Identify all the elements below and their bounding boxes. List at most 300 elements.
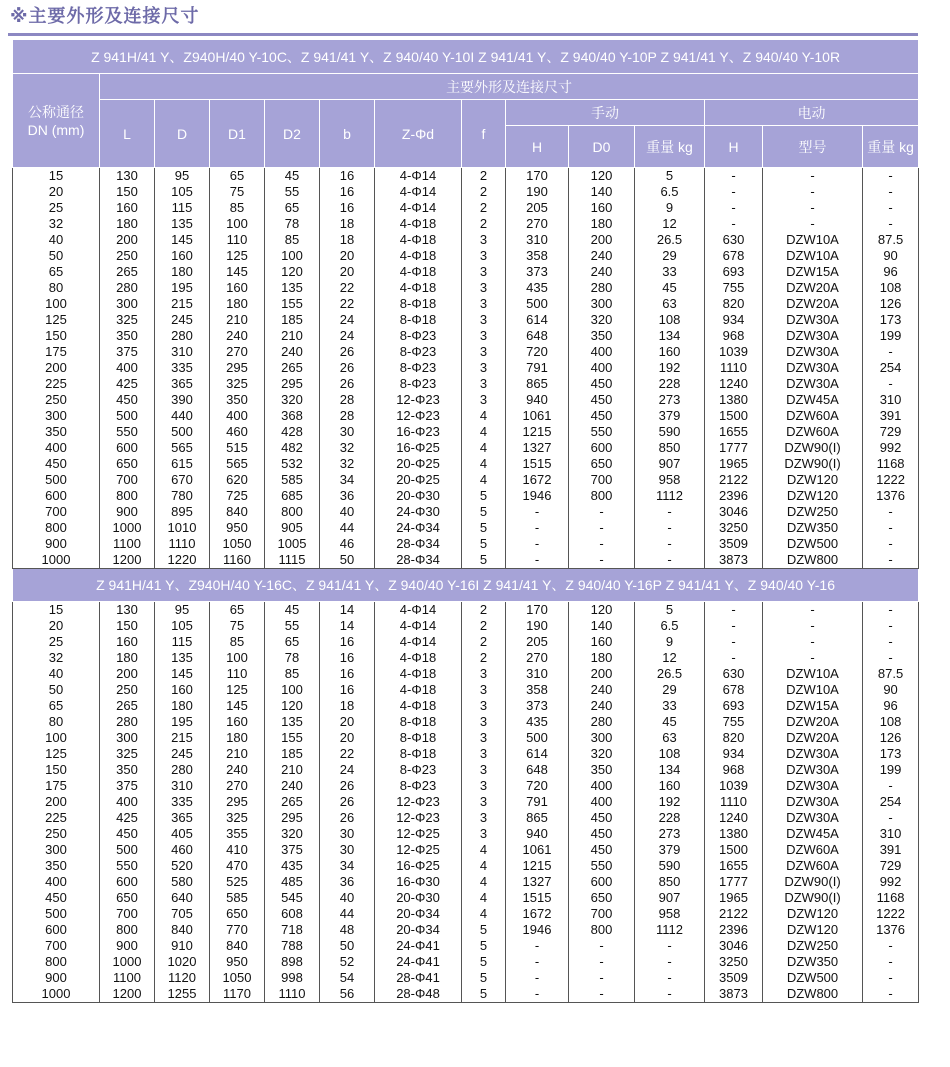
- table-cell: 648: [506, 328, 569, 344]
- table-cell: 134: [635, 328, 705, 344]
- table-cell: 379: [635, 408, 705, 424]
- table-row: [13, 184, 919, 200]
- table-cell: 5: [635, 602, 705, 619]
- table-cell: 545: [265, 890, 320, 906]
- table-cell: 87.5: [863, 666, 919, 682]
- table-row: [13, 650, 919, 666]
- table-cell: 800: [100, 488, 155, 504]
- table-cell: 100: [13, 730, 100, 746]
- table-cell: 160: [210, 280, 265, 296]
- table-cell: 1005: [265, 536, 320, 552]
- electric-header: 电动: [705, 100, 919, 126]
- table-cell: 20: [320, 730, 375, 746]
- table-cell: 440: [155, 408, 210, 424]
- table-cell: 1220: [155, 552, 210, 569]
- table-cell: DZW30A: [763, 794, 863, 810]
- col-electric-H: H: [705, 126, 763, 168]
- table-cell: -: [763, 200, 863, 216]
- table-cell: 2: [462, 200, 506, 216]
- table-cell: 63: [635, 296, 705, 312]
- table-cell: 273: [635, 826, 705, 842]
- table-cell: 400: [569, 794, 635, 810]
- dn-header-line1: 公称通径: [28, 103, 84, 120]
- table-row: [13, 794, 919, 810]
- table-cell: 155: [265, 730, 320, 746]
- table-cell: 192: [635, 360, 705, 376]
- table-cell: 205: [506, 200, 569, 216]
- table-cell: 5: [462, 520, 506, 536]
- table-cell: 28: [320, 408, 375, 424]
- table-cell: 240: [265, 344, 320, 360]
- table-row: [13, 328, 919, 344]
- table-cell: 29: [635, 248, 705, 264]
- table-cell: 482: [265, 440, 320, 456]
- table-cell: 78: [265, 650, 320, 666]
- table-cell: 425: [100, 376, 155, 392]
- table-cell: 700: [569, 472, 635, 488]
- table-cell: 6.5: [635, 184, 705, 200]
- table-cell: 3: [462, 312, 506, 328]
- table-cell: 95: [155, 168, 210, 185]
- table-cell: -: [705, 200, 763, 216]
- table-row: [13, 938, 919, 954]
- table-cell: 100: [210, 650, 265, 666]
- table-cell: 110: [210, 666, 265, 682]
- table-cell: 16: [320, 682, 375, 698]
- table-cell: 532: [265, 456, 320, 472]
- table-cell: -: [863, 938, 919, 954]
- table-cell: 20: [320, 248, 375, 264]
- table-cell: 4: [462, 874, 506, 890]
- table-cell: 145: [210, 264, 265, 280]
- table-cell: 958: [635, 472, 705, 488]
- table-cell: 1672: [506, 472, 569, 488]
- table-cell: 200: [13, 360, 100, 376]
- col-zd: Z-Φd: [375, 100, 462, 168]
- table-row: [13, 168, 919, 185]
- table-cell: 1946: [506, 488, 569, 504]
- dn-header: [13, 74, 100, 168]
- table-cell: 350: [569, 762, 635, 778]
- table-cell: 205: [506, 634, 569, 650]
- table-cell: 190: [506, 618, 569, 634]
- table-cell: 65: [13, 698, 100, 714]
- table-cell: -: [506, 504, 569, 520]
- table-cell: 20: [13, 618, 100, 634]
- table-cell: DZW45A: [763, 826, 863, 842]
- table-cell: 1965: [705, 456, 763, 472]
- table-cell: 24-Φ41: [375, 938, 462, 954]
- table-cell: 135: [265, 280, 320, 296]
- table-cell: 20: [320, 714, 375, 730]
- table-row: [13, 488, 919, 504]
- table-cell: 2: [462, 216, 506, 232]
- table-cell: 1240: [705, 810, 763, 826]
- table-cell: 100: [265, 682, 320, 698]
- table-cell: 50: [320, 938, 375, 954]
- table-body-10: [13, 168, 919, 569]
- table-cell: 9: [635, 200, 705, 216]
- table-cell: 325: [210, 376, 265, 392]
- page-title: ※主要外形及连接尺寸: [10, 6, 200, 27]
- table-cell: 96: [863, 264, 919, 280]
- table-cell: 320: [265, 392, 320, 408]
- table-cell: 200: [100, 666, 155, 682]
- table-cell: 16-Φ30: [375, 874, 462, 890]
- table-cell: 700: [100, 906, 155, 922]
- table-cell: 1050: [210, 970, 265, 986]
- table-cell: 26: [320, 810, 375, 826]
- table-cell: 5: [462, 922, 506, 938]
- table-cell: 32: [320, 440, 375, 456]
- table-cell: -: [763, 634, 863, 650]
- table-cell: 4-Φ14: [375, 168, 462, 185]
- table-cell: 75: [210, 184, 265, 200]
- table-cell: 379: [635, 842, 705, 858]
- table-cell: DZW120: [763, 906, 863, 922]
- table-cell: DZW800: [763, 552, 863, 569]
- table-row: [13, 440, 919, 456]
- table-cell: -: [863, 168, 919, 185]
- table-cell: -: [569, 504, 635, 520]
- table-cell: DZW30A: [763, 328, 863, 344]
- table-cell: 350: [210, 392, 265, 408]
- table-cell: 950: [210, 954, 265, 970]
- table-cell: 3: [462, 778, 506, 794]
- table-cell: 791: [506, 794, 569, 810]
- table-cell: 1050: [210, 536, 265, 552]
- table-cell: 5: [462, 938, 506, 954]
- table-cell: 1000: [100, 954, 155, 970]
- table-cell: 180: [569, 216, 635, 232]
- table-cell: 240: [569, 682, 635, 698]
- table-cell: 270: [506, 216, 569, 232]
- table-cell: DZW120: [763, 472, 863, 488]
- table-cell: 108: [635, 746, 705, 762]
- table-row: [13, 424, 919, 440]
- table-cell: 5: [462, 552, 506, 569]
- table-cell: 4-Φ18: [375, 280, 462, 296]
- table-cell: 18: [320, 216, 375, 232]
- table-cell: 12-Φ23: [375, 408, 462, 424]
- table-cell: 4-Φ18: [375, 698, 462, 714]
- table-cell: 150: [100, 618, 155, 634]
- table-cell: DZW30A: [763, 778, 863, 794]
- table-cell: DZW250: [763, 504, 863, 520]
- table-cell: 125: [210, 682, 265, 698]
- table-body-16: [13, 602, 919, 1003]
- table-cell: 310: [506, 232, 569, 248]
- table-row: [13, 312, 919, 328]
- table-cell: 80: [13, 714, 100, 730]
- table-cell: 450: [569, 392, 635, 408]
- table-row: [13, 264, 919, 280]
- table-cell: 295: [265, 376, 320, 392]
- table-cell: 300: [13, 408, 100, 424]
- table-cell: 3250: [705, 520, 763, 536]
- table-cell: 160: [569, 200, 635, 216]
- table-cell: 40: [13, 232, 100, 248]
- table-cell: 192: [635, 794, 705, 810]
- table-cell: 280: [569, 280, 635, 296]
- table-cell: 24-Φ34: [375, 520, 462, 536]
- table-cell: DZW20A: [763, 714, 863, 730]
- table-cell: 22: [320, 280, 375, 296]
- table-cell: 725: [210, 488, 265, 504]
- table-cell: 110: [210, 232, 265, 248]
- table-cell: 3: [462, 682, 506, 698]
- table-cell: 46: [320, 536, 375, 552]
- table-cell: 1655: [705, 424, 763, 440]
- table-cell: 3: [462, 762, 506, 778]
- table-cell: 1777: [705, 440, 763, 456]
- table-cell: 210: [210, 746, 265, 762]
- table-row: [13, 986, 919, 1003]
- table-cell: 435: [506, 714, 569, 730]
- table-cell: 705: [155, 906, 210, 922]
- table-cell: 1376: [863, 922, 919, 938]
- table-cell: 199: [863, 762, 919, 778]
- table-cell: 1100: [100, 970, 155, 986]
- table-cell: DZW120: [763, 922, 863, 938]
- table-cell: 96: [863, 698, 919, 714]
- table-cell: 270: [210, 344, 265, 360]
- table-cell: DZW60A: [763, 408, 863, 424]
- table-cell: 3873: [705, 552, 763, 569]
- table-cell: 840: [210, 504, 265, 520]
- table-cell: 500: [155, 424, 210, 440]
- table-cell: -: [705, 216, 763, 232]
- table-cell: 240: [569, 248, 635, 264]
- table-cell: 1110: [265, 986, 320, 1003]
- table-cell: 650: [569, 456, 635, 472]
- table-cell: 228: [635, 810, 705, 826]
- table-cell: 400: [569, 344, 635, 360]
- table-cell: 820: [705, 296, 763, 312]
- table-cell: 1100: [100, 536, 155, 552]
- table-cell: 3: [462, 794, 506, 810]
- table-cell: 907: [635, 890, 705, 906]
- table-cell: 12: [635, 216, 705, 232]
- table-cell: 350: [100, 328, 155, 344]
- table-cell: -: [863, 954, 919, 970]
- table-cell: 3873: [705, 986, 763, 1003]
- table-cell: DZW350: [763, 954, 863, 970]
- table-cell: 693: [705, 698, 763, 714]
- table-cell: 90: [863, 682, 919, 698]
- table-cell: -: [863, 552, 919, 569]
- table-cell: 65: [265, 200, 320, 216]
- table-cell: 400: [100, 360, 155, 376]
- table-cell: 1110: [705, 794, 763, 810]
- table-cell: 435: [506, 280, 569, 296]
- table-cell: DZW90(I): [763, 890, 863, 906]
- table-cell: 780: [155, 488, 210, 504]
- table-cell: DZW500: [763, 536, 863, 552]
- table-cell: 135: [265, 714, 320, 730]
- title-underline: [8, 33, 918, 36]
- table-cell: 63: [635, 730, 705, 746]
- table-cell: DZW10A: [763, 248, 863, 264]
- table-cell: 280: [155, 762, 210, 778]
- table-cell: 26.5: [635, 232, 705, 248]
- table-cell: 200: [13, 794, 100, 810]
- table-cell: -: [863, 520, 919, 536]
- table-cell: 135: [155, 650, 210, 666]
- table-cell: 2122: [705, 472, 763, 488]
- table-cell: -: [763, 602, 863, 619]
- table-cell: 24: [320, 328, 375, 344]
- table-cell: 180: [100, 650, 155, 666]
- table-cell: 126: [863, 730, 919, 746]
- table-cell: 550: [569, 858, 635, 874]
- table-cell: 373: [506, 698, 569, 714]
- table-cell: 15: [13, 602, 100, 619]
- table-row: [13, 296, 919, 312]
- table-cell: 391: [863, 408, 919, 424]
- table-cell: 1039: [705, 778, 763, 794]
- table-cell: 335: [155, 794, 210, 810]
- table-row: [13, 890, 919, 906]
- table-cell: 1327: [506, 440, 569, 456]
- table-cell: 8-Φ23: [375, 762, 462, 778]
- manual-header: 手动: [506, 100, 705, 126]
- table-row: [13, 954, 919, 970]
- table-cell: DZW90(I): [763, 456, 863, 472]
- table-row: [13, 906, 919, 922]
- table-cell: 300: [100, 730, 155, 746]
- table-row: [13, 344, 919, 360]
- table-cell: -: [763, 216, 863, 232]
- table-cell: 140: [569, 184, 635, 200]
- table-cell: 20-Φ30: [375, 890, 462, 906]
- table-cell: 4-Φ18: [375, 264, 462, 280]
- table-cell: 16-Φ25: [375, 440, 462, 456]
- table-cell: 1039: [705, 344, 763, 360]
- table-cell: 34: [320, 472, 375, 488]
- table-cell: 400: [210, 408, 265, 424]
- table-cell: 590: [635, 858, 705, 874]
- table-cell: 3: [462, 714, 506, 730]
- table-cell: 450: [569, 376, 635, 392]
- table-cell: -: [635, 520, 705, 536]
- table-cell: 173: [863, 312, 919, 328]
- table-cell: 160: [635, 344, 705, 360]
- table-cell: 173: [863, 746, 919, 762]
- table-cell: 650: [569, 890, 635, 906]
- table-cell: 8-Φ23: [375, 344, 462, 360]
- table-cell: 160: [635, 778, 705, 794]
- table-cell: 310: [863, 392, 919, 408]
- table-cell: 45: [265, 168, 320, 185]
- table-cell: 450: [569, 826, 635, 842]
- table-cell: 4: [462, 408, 506, 424]
- table-cell: 1112: [635, 922, 705, 938]
- table-cell: 155: [265, 296, 320, 312]
- table-cell: -: [506, 552, 569, 569]
- table-cell: 240: [569, 264, 635, 280]
- table-cell: 450: [100, 392, 155, 408]
- table-cell: 16-Φ25: [375, 858, 462, 874]
- table-cell: -: [763, 184, 863, 200]
- table-cell: -: [863, 970, 919, 986]
- table-cell: 400: [100, 794, 155, 810]
- table-cell: 175: [13, 344, 100, 360]
- table-row: [13, 826, 919, 842]
- table-cell: 450: [569, 810, 635, 826]
- table-cell: 90: [863, 248, 919, 264]
- table-cell: 630: [705, 232, 763, 248]
- table-cell: 4: [462, 456, 506, 472]
- table-cell: -: [863, 650, 919, 666]
- table-cell: 325: [100, 746, 155, 762]
- table-cell: 45: [635, 714, 705, 730]
- table-cell: 254: [863, 360, 919, 376]
- table-cell: 1000: [13, 986, 100, 1003]
- table-cell: -: [863, 200, 919, 216]
- table-cell: 1010: [155, 520, 210, 536]
- table-cell: 365: [155, 376, 210, 392]
- table-cell: 368: [265, 408, 320, 424]
- table-cell: 800: [265, 504, 320, 520]
- table-cell: -: [763, 650, 863, 666]
- table-cell: -: [635, 552, 705, 569]
- table-cell: -: [635, 504, 705, 520]
- table-cell: 134: [635, 762, 705, 778]
- table-cell: 12-Φ23: [375, 810, 462, 826]
- table-cell: DZW350: [763, 520, 863, 536]
- table-cell: -: [705, 168, 763, 185]
- table-cell: 245: [155, 312, 210, 328]
- table-cell: -: [863, 536, 919, 552]
- table-cell: 670: [155, 472, 210, 488]
- table-cell: 4-Φ14: [375, 200, 462, 216]
- table-cell: 5: [462, 986, 506, 1003]
- table-cell: 225: [13, 810, 100, 826]
- table-cell: -: [506, 536, 569, 552]
- table-cell: 12-Φ23: [375, 392, 462, 408]
- table-cell: 335: [155, 360, 210, 376]
- col-b: b: [320, 100, 375, 168]
- table-cell: 150: [13, 328, 100, 344]
- table-cell: 30: [320, 424, 375, 440]
- table-cell: 32: [13, 216, 100, 232]
- table-cell: 265: [100, 264, 155, 280]
- table-cell: 450: [13, 890, 100, 906]
- table-cell: 115: [155, 634, 210, 650]
- table-cell: 14: [320, 618, 375, 634]
- table-cell: DZW15A: [763, 698, 863, 714]
- table-cell: 865: [506, 810, 569, 826]
- table-cell: 225: [13, 376, 100, 392]
- table-cell: 25: [13, 634, 100, 650]
- table-cell: 1170: [210, 986, 265, 1003]
- table-row: [13, 200, 919, 216]
- table-row: [13, 408, 919, 424]
- table-row: [13, 874, 919, 890]
- table-cell: 5: [462, 536, 506, 552]
- table-cell: 55: [265, 184, 320, 200]
- table-cell: 1655: [705, 858, 763, 874]
- table-cell: 500: [506, 296, 569, 312]
- table-cell: 228: [635, 376, 705, 392]
- table-cell: 992: [863, 874, 919, 890]
- table-cell: 3509: [705, 536, 763, 552]
- table-cell: 940: [506, 392, 569, 408]
- table-cell: 100: [13, 296, 100, 312]
- table-cell: DZW30A: [763, 810, 863, 826]
- table-cell: 126: [863, 296, 919, 312]
